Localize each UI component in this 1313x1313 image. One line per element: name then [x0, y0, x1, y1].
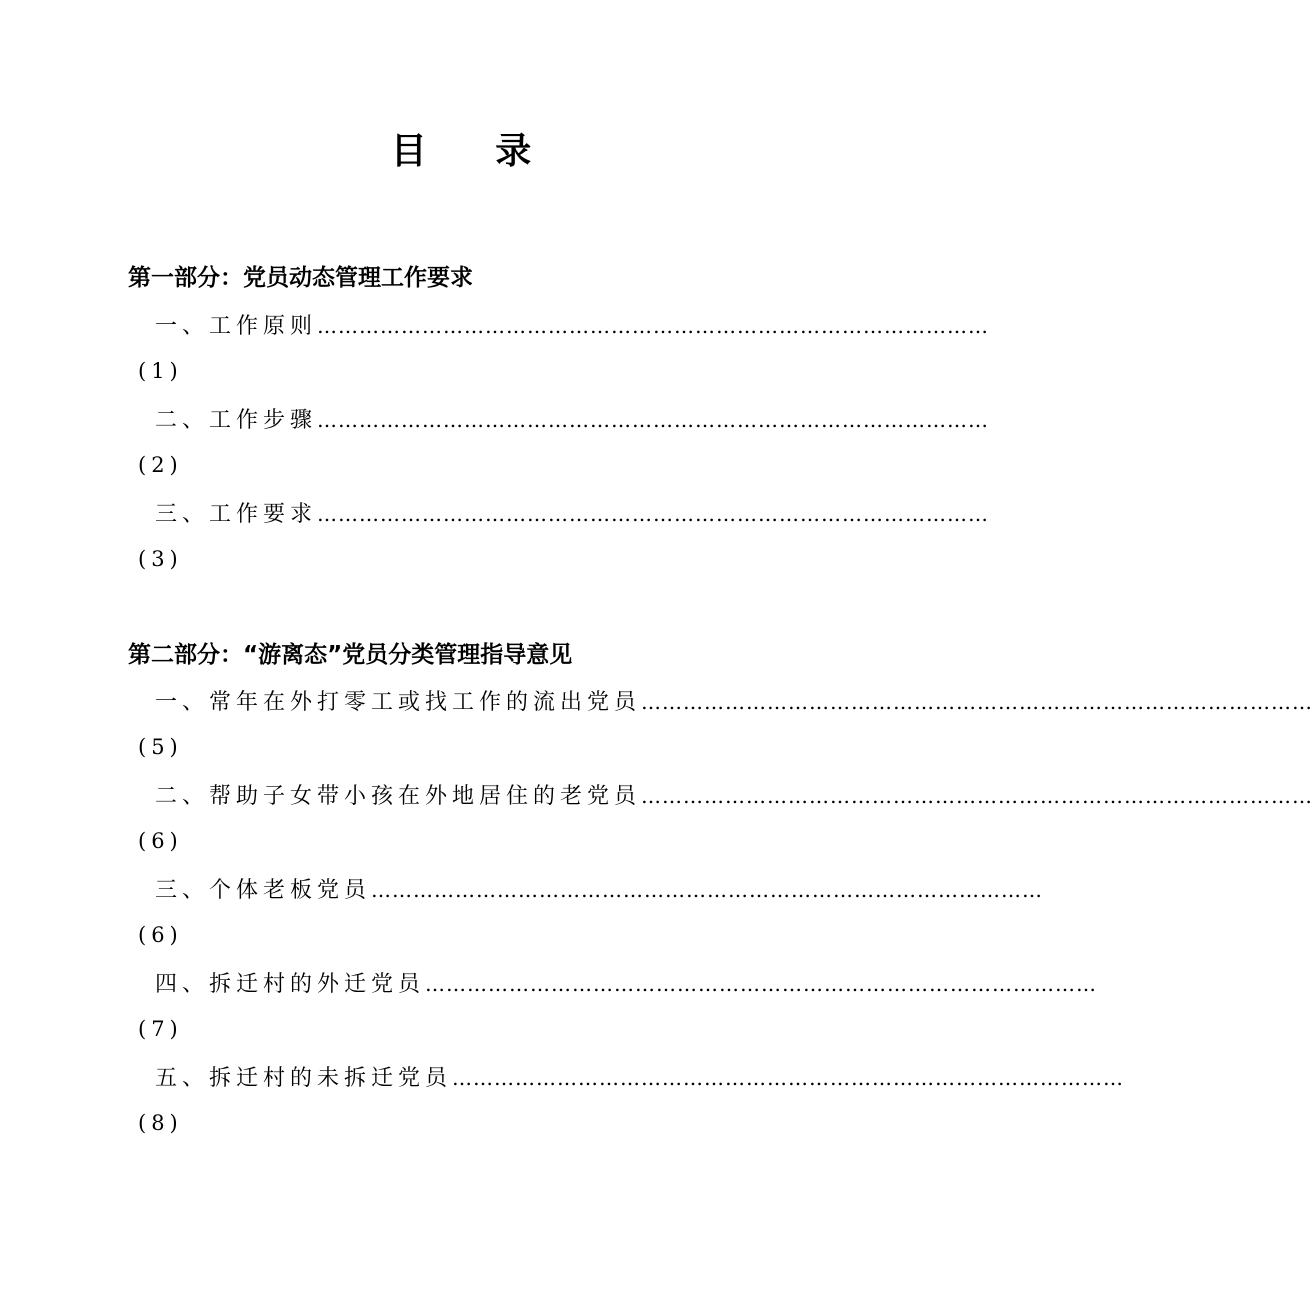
toc-entry[interactable]: [155, 1060, 1125, 1096]
toc-leader-dots: ……………………………………………………………………………………: [425, 972, 1098, 996]
toc-entry-title: 三、工作要求: [155, 502, 318, 527]
page-title: 目 录: [390, 130, 560, 172]
toc-entry-title: 四、拆迁村的外迁党员: [155, 972, 426, 997]
toc-leader-dots: ……………………………………………………………………………………: [317, 502, 990, 526]
toc-leader-dots: ……………………………………………………………………………………: [452, 1066, 1125, 1090]
toc-entry[interactable]: [155, 684, 1313, 720]
toc-entry-page: (8): [138, 1111, 183, 1135]
section-heading-2: 第二部分：“游离态”党员分类管理指导意见: [128, 642, 573, 668]
toc-entry[interactable]: [155, 966, 1098, 1002]
toc-leader-dots: ……………………………………………………………………………………: [371, 878, 1044, 902]
toc-entry-title: 二、工作步骤: [155, 408, 318, 433]
toc-entry-page: (7): [138, 1017, 183, 1041]
toc-entry-page: (6): [138, 829, 183, 853]
section-heading-1: 第一部分：党员动态管理工作要求: [128, 265, 473, 291]
toc-entry-title: 一、工作原则: [155, 314, 318, 339]
toc-entry[interactable]: [155, 308, 990, 344]
toc-entry[interactable]: [155, 402, 990, 438]
toc-entry-page: (6): [138, 923, 183, 947]
toc-leader-dots: ……………………………………………………………………………………: [641, 690, 1313, 714]
toc-entry-title: 五、拆迁村的未拆迁党员: [155, 1066, 453, 1091]
toc-leader-dots: ……………………………………………………………………………………: [641, 784, 1313, 808]
toc-entry-page: (1): [138, 359, 183, 383]
toc-entry[interactable]: [155, 496, 990, 532]
toc-entry-title: 二、帮助子女带小孩在外地居住的老党员: [155, 784, 642, 809]
toc-entry-page: (5): [138, 735, 183, 759]
toc-leader-dots: ……………………………………………………………………………………: [317, 408, 990, 432]
toc-leader-dots: ……………………………………………………………………………………: [317, 314, 990, 338]
toc-entry[interactable]: [155, 872, 1044, 908]
toc-entry-title: 三、个体老板党员: [155, 878, 372, 903]
toc-entry-page: (2): [138, 453, 183, 477]
toc-entry-page: (3): [138, 547, 183, 571]
toc-entry-title: 一、常年在外打零工或找工作的流出党员: [155, 690, 642, 715]
toc-entry[interactable]: [155, 778, 1313, 814]
